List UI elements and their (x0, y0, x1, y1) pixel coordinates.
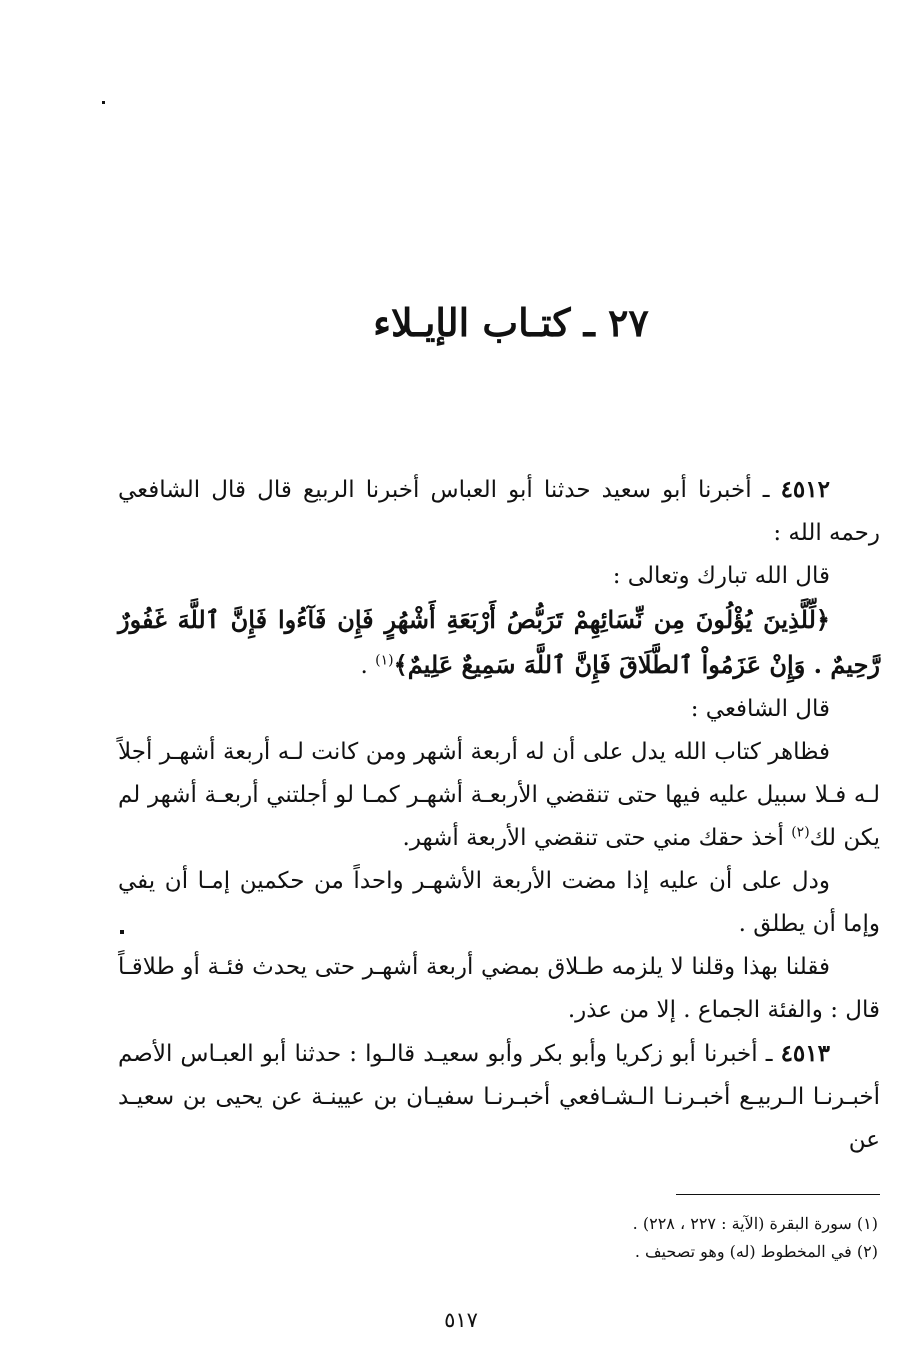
paragraph: قال الله تبارك وتعالى : (612, 563, 830, 589)
scan-mark (102, 101, 105, 104)
footnote-1 (178, 1210, 878, 1238)
page-number: ٥١٧ (444, 1308, 478, 1332)
footnotes (178, 1210, 878, 1266)
verse-text: ﴿لِّلَّذِينَ يُؤْلُونَ مِن نِّسَائِهِمْ تَرَبُّصُ أَرْبَعَةِ أَشْهُرٍ فَإِن فَآءُوا فَإِنَّ ٱللَّهَ غَفُورٌ رَّحِيمٌ . وَإِنْ عَزَمُواْ ٱلطَّلَاقَ فَإِنَّ ٱللَّهَ سَمِيعٌ عَلِيمٌ﴾ (118, 605, 880, 679)
footnote-divider (676, 1194, 880, 1195)
paragraph-text: فظاهر كتاب الله يدل على أن له أربعة أشهر ومن كانت لـه أربعة أشهـر أجلاً لـه فـلا سبيل عليه فيها حتى تنقضي الأربعـة أشهـر كمـا لو أجلتني أربعـة أشهر لم يكن لك (118, 739, 880, 851)
chapter-title: ٢٧ ـ كتـاب الإيـلاء (373, 300, 649, 345)
footnote-marker: (٢) (856, 1242, 878, 1261)
paragraph: ودل على أن عليه إذا مضت الأربعة الأشهـر واحداً من حكمين إمـا أن يفي وإما أن يطلق . (118, 868, 880, 937)
footnote-ref: (٢) (791, 824, 810, 841)
footnote-text: في المخطوط (له) وهو تصحيف . (634, 1242, 857, 1261)
footnote-ref: (١) (375, 652, 394, 669)
hadith-4512 (118, 468, 880, 555)
paragraph: فقلنا بهذا وقلنا لا يلزمه طـلاق بمضي أربعة أشهـر حتى يحدث فئـة أو طلاقـاً قال : والفئة الجماع . إلا من عذر. (118, 954, 880, 1023)
hadith-number: ٤٥١٢ (780, 476, 830, 503)
main-text (118, 468, 880, 1162)
quran-verse (118, 598, 880, 688)
footnote-text: سورة البقرة (الآية : ٢٢٧ ، ٢٢٨) . (632, 1214, 857, 1233)
footnote-2 (178, 1238, 878, 1266)
paragraph (118, 731, 880, 860)
hadith-4513 (118, 1032, 880, 1162)
hadith-number: ٤٥١٣ (780, 1040, 830, 1067)
hadith-text: ـ أخبرنا أبو سعيد حدثنا أبو العباس أخبرنا الربيع قال قال الشافعي رحمه الله : (118, 477, 880, 546)
hadith-text: ـ أخبرنا أبو زكريا وأبو بكر وأبو سعيـد قالـوا : حدثنا أبو العبـاس الأصم أخبـرنـا الـربيـع أخبـرنـا الـشـافعي أخبـرنـا سفيـان بن عيينـة عن يحيى بن سعيـد عن (118, 1041, 880, 1153)
verse-end: . (360, 653, 376, 679)
paragraph-text-end: أخذ حقك مني حتى تنقضي الأربعة أشهر. (402, 825, 792, 851)
paragraph: قال الشافعي : (690, 696, 830, 722)
footnote-marker: (١) (856, 1214, 878, 1233)
